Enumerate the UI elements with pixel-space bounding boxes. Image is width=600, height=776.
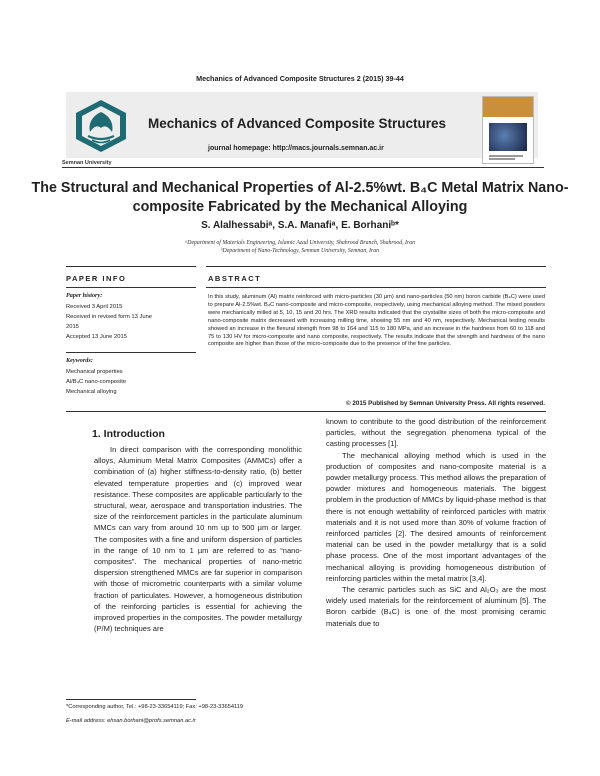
intro-paragraph: The mechanical alloying method which is used in the production of composites and nano-composite material is a powder metallurgy process. This method allows the preparation of powder mixtures and homogeneous materials. The biggest problem in the production of MMCs by liquid-phase method is that there is not enough wettability of reinforced particles with matrix materials and it is not used more than 30% of volume fraction of reinforced particles [2]. The desired amounts of reinforcement material can be used in the powder metallurgy that is a solid phase process. One of the most important advantages of the mechanical alloying is providing homogeneous distribution of reinforcing particles within the metal matrix [3,4]. (326, 450, 546, 583)
keyword: Mechanical alloying (66, 389, 117, 395)
paper-history-label: Paper history: (66, 292, 103, 299)
received-date: Received 3 April 2015 (66, 304, 123, 310)
header-divider (62, 167, 544, 168)
affiliation-a: ᵃDepartment of Materials Engineering, Islamic Azad University, Shahrood Branch, Shahrood, Iran (184, 240, 416, 246)
affiliation-b: ᵇDepartment of Nano-Technology, Semnan University, Semnan, Iran (220, 248, 379, 254)
introduction-heading: 1. Introduction (92, 428, 165, 440)
cover-line (489, 158, 515, 160)
keyword: Mechanical properties (66, 369, 123, 375)
intro-paragraph: known to contribute to the good distribution of the reinforcement particles, without the segregation phenomena typical of the casting processes [1]. (326, 417, 546, 449)
intro-left-column (94, 444, 302, 634)
journal-cover-thumbnail (482, 96, 534, 164)
abstract-top-rule (206, 266, 546, 267)
keywords-rule (66, 352, 196, 353)
intro-right-column (326, 416, 546, 629)
copyright-notice: © 2015 Published by Semnan University Press. All rights reserved. (346, 400, 545, 407)
keywords-list (66, 367, 196, 397)
intro-paragraph: The ceramic particles such as SiC and Al₂O₃ are the most widely used materials for the reinforcement of aluminum [5]. The Boron carbide (B₄C) is one of the most promising ceramic materials due to (326, 585, 546, 628)
revised-date-line1: Received in revised form 13 June (66, 314, 153, 320)
intro-paragraph: In direct comparison with the corresponding monolithic alloys, Aluminum Metal Matrix Composites (AMMCs) offer a combination of (a) higher stiffness-to-density ratio, (b) better elevated temperature properties and (c) improved wear resistance. These composites are applicable particularly to the structural, wear, aerospace and transportation industries. The size of the reinforcement particles in the particulate aluminum MMCs can vary from around 10 nm up to 500 µm or larger. The composites with a fine and uniform dispersion of particles in the range of 10 nm to 1 µm are referred to as “nano-composites”. The mechanical properties of nano-metric dispersion strengthened MMCs are far superior in comparison with those of micrometric counterparts with a similar volume fraction of particulates. However, a homogeneous distribution of the reinforcing particles is essential for achieving the improved properties in the composites. The powder metallurgy (P/M) techniques are (94, 445, 302, 634)
paper-history (66, 302, 196, 342)
journal-homepage: journal homepage: http://macs.journals.semnan.ac.ir (208, 145, 384, 152)
university-label: Semnan University (62, 160, 112, 166)
email-address: E-mail address: ehsan.borhani@profs.semnan.ac.ir (66, 718, 196, 724)
semnan-university-logo (70, 98, 132, 154)
cover-band (483, 97, 533, 117)
article-title: The Structural and Mechanical Properties of Al-2.5%wt. B₄C Metal Matrix Nano-composite Fabricated by the Mechanical Alloying (31, 180, 569, 215)
journal-reference: Mechanics of Advanced Composite Structures 2 (2015) 39-44 (196, 74, 404, 83)
abstract-heading: ABSTRACT (208, 274, 262, 283)
corresponding-author: *Corresponding author, Tel.: +98-23-33654119; Fax: +98-23-33654119 (66, 704, 244, 710)
logo-icon (70, 98, 132, 154)
article-authors: S. Alalhessabiᵃ, S.A. Manafiᵃ, E. Borhaniᵇ* (201, 220, 399, 231)
paper-info-sub-rule (66, 287, 196, 288)
keywords-label: Keywords: (66, 357, 93, 364)
footnote-rule (66, 699, 196, 700)
paper-info-top-rule (66, 266, 196, 267)
abstract-sub-rule (206, 287, 546, 288)
cover-line (489, 155, 523, 157)
revised-date-line2: 2015 (66, 324, 79, 330)
accepted-date: Accepted 13 June 2015 (66, 334, 127, 340)
journal-name: Mechanics of Advanced Composite Structures (148, 116, 447, 131)
abstract-bottom-rule (66, 411, 546, 412)
keyword: Al/B₄C nano-composite (66, 379, 127, 385)
cover-image (489, 123, 527, 151)
abstract-text: In this study, aluminum (Al) matrix reinforced with micro-particles (30 µm) and nano-particles (50 nm) boron carbide (B₄C) were used to prepare Al-2.5%wt. B₄C nano-composite and micro-composite, respectively, using mechanical alloying method. The mixed powders were mechanically milled at 5, 10, 15 and 20 hrs. The XRD results indicated that the crystallite sizes of both the micro-composite and nano-composite matrix decreased with increasing milling time, showing 55 nm and 40 nm, respectively. Mechanical testing results showed an increase in the flexural strength from 98 to 164 and 115 to 180 MPa, and an increase in the hardness from 60 to 118 and 75 to 130 HV for micro-composite and nano composite, respectively. The results indicate that the strength and hardness of the nano composite are higher than those of the micro-composite due to the presence of the fine particles. (208, 294, 545, 348)
paper-info-heading: PAPER INFO (66, 274, 127, 283)
